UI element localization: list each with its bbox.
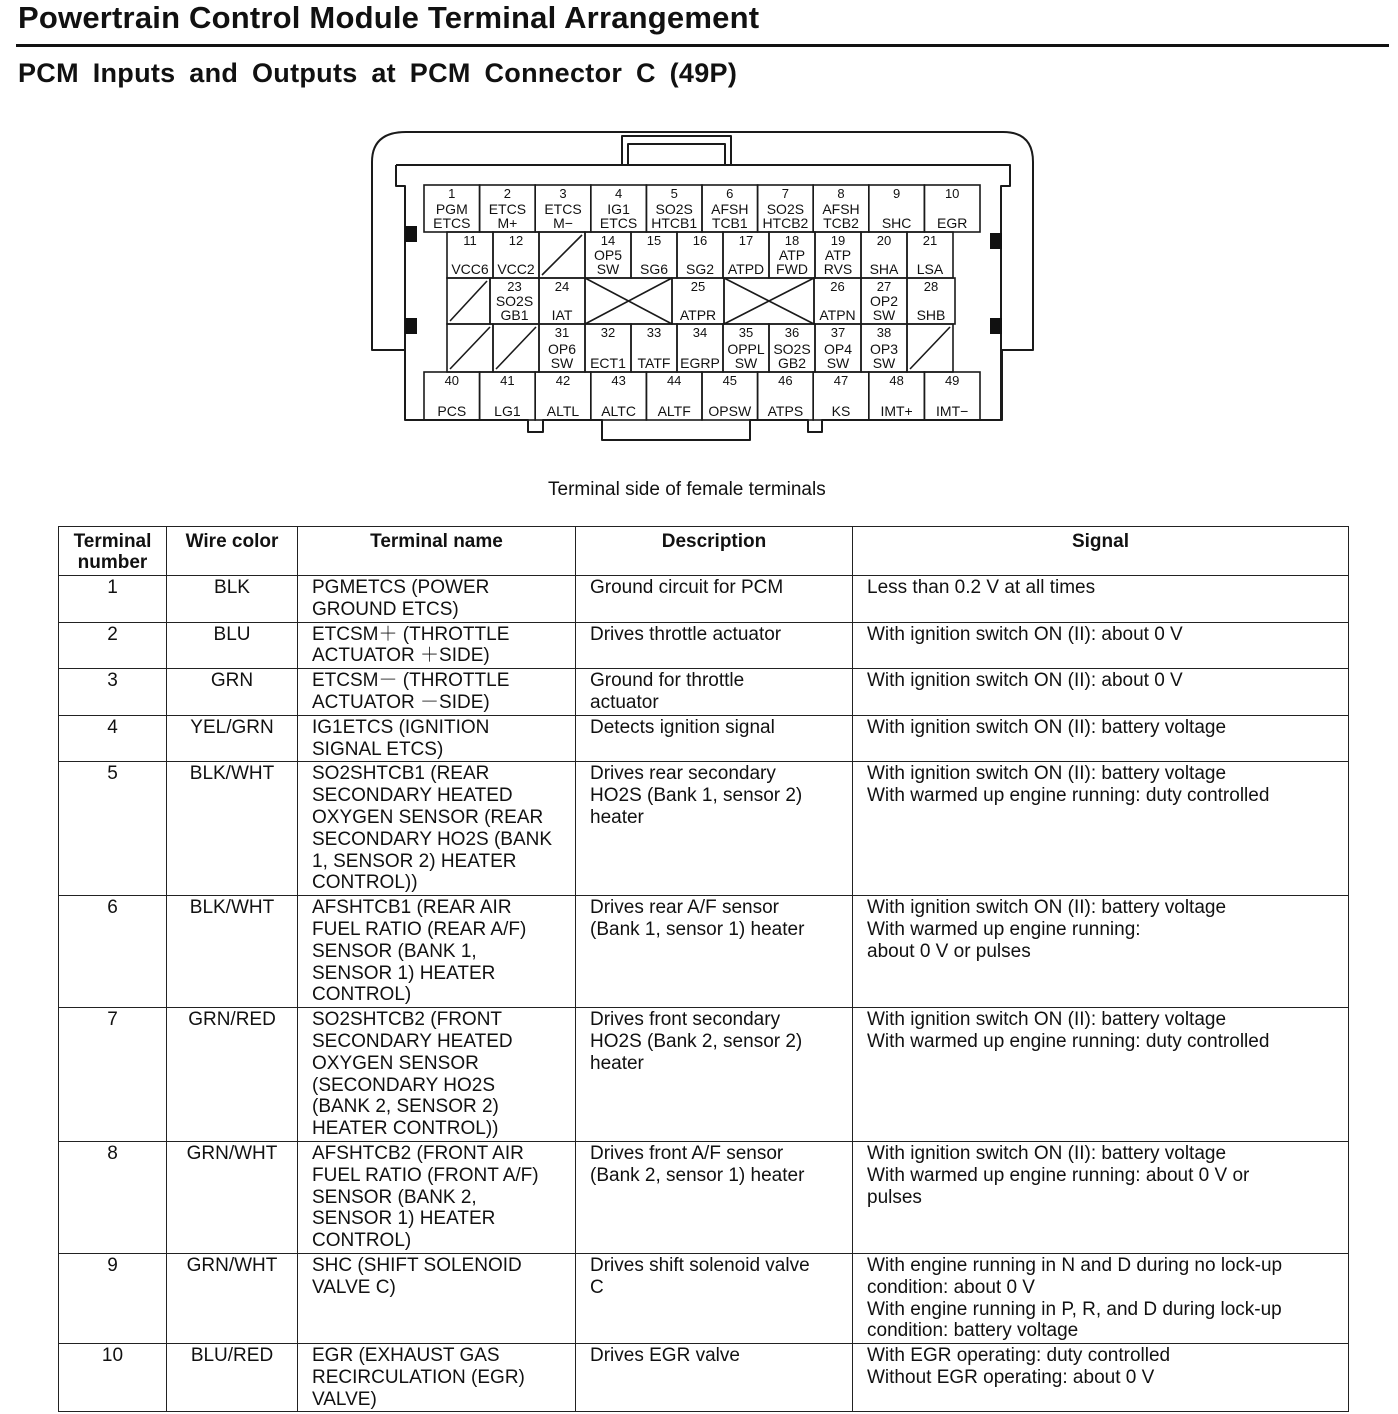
description-cell-line: heater — [590, 1052, 644, 1074]
terminal-number-cell: 3 — [59, 669, 167, 716]
description-cell-line: HO2S (Bank 1, sensor 2) — [590, 785, 803, 807]
terminal-name-label: SHC — [881, 215, 912, 231]
description-cell-line: C — [590, 1276, 604, 1298]
terminal-name-label: TCB2 — [823, 215, 859, 231]
terminal-name-label: GB2 — [777, 355, 807, 371]
wire-color-cell: BLU — [167, 622, 298, 669]
terminal-name-label: IG1 — [607, 201, 630, 217]
terminal-number-label: 14 — [600, 233, 616, 248]
terminal-name-label: SO2S — [766, 201, 805, 217]
terminal-name-label: OP2 — [869, 293, 899, 309]
description-cell-line: Drives shift solenoid valve — [590, 1254, 810, 1276]
header-wire-color: Wire color — [167, 527, 298, 576]
terminal-number-label: 46 — [778, 373, 793, 388]
header-signal: Signal — [853, 527, 1349, 576]
description-cell — [576, 1253, 853, 1343]
terminal-name-cell-line: ETCSM－ (THROTTLE — [312, 670, 510, 692]
keying-mark — [990, 318, 1002, 334]
terminal-name-label: OP4 — [823, 341, 853, 357]
description-cell-line: Drives front A/F sensor — [590, 1142, 784, 1164]
terminal-name-cell — [298, 715, 576, 762]
terminal-number-cell: 7 — [59, 1008, 167, 1142]
terminal-name-cell-line: SECONDARY HEATED — [312, 785, 513, 807]
terminal-number-label: 16 — [692, 233, 708, 248]
terminal-name-cell-line: CONTROL) — [312, 1230, 412, 1252]
description-cell-line: Drives front secondary — [590, 1009, 781, 1031]
terminal-name-label: AFSH — [822, 201, 860, 217]
terminal-name-label: VCC2 — [497, 261, 535, 277]
description-cell-line: HO2S (Bank 2, sensor 2) — [590, 1030, 803, 1052]
description-cell — [576, 896, 853, 1008]
signal-cell-line: With EGR operating: duty controlled — [867, 1345, 1171, 1367]
description-cell-line: heater — [590, 806, 644, 828]
terminal-name-cell-line: SHC (SHIFT SOLENOID — [312, 1254, 522, 1276]
description-cell — [576, 1141, 853, 1253]
terminal-number-label: 33 — [646, 325, 662, 340]
signal-cell — [853, 715, 1349, 762]
terminal-name-cell — [298, 1141, 576, 1253]
wire-color-cell: BLU/RED — [167, 1344, 298, 1412]
terminal-name-cell-line: SENSOR 1) HEATER — [312, 1208, 496, 1230]
signal-cell — [853, 576, 1349, 623]
terminal-name-label: SW — [596, 261, 620, 277]
terminal-name-cell-line: SO2SHTCB2 (FRONT — [312, 1009, 503, 1031]
terminal-name-label: ETCS — [599, 215, 638, 231]
signal-cell — [853, 622, 1349, 669]
signal-cell-line: Less than 0.2 V at all times — [867, 577, 1096, 598]
terminal-name-label: SW — [734, 355, 758, 371]
signal-cell-line: With ignition switch ON (II): battery voltage — [867, 897, 1227, 919]
terminal-name-label: ATP — [824, 247, 852, 263]
terminal-name-label: OPSW — [708, 403, 752, 419]
terminal-name-cell-line: RECIRCULATION (EGR) — [312, 1366, 525, 1388]
terminal-number-cell: 6 — [59, 896, 167, 1008]
terminal-number-label: 21 — [922, 233, 938, 248]
terminal-number-label: 43 — [611, 373, 626, 388]
signal-cell-line: Without EGR operating: about 0 V — [867, 1366, 1155, 1388]
terminal-number-label: 37 — [830, 325, 846, 340]
wire-color-cell: BLK — [167, 576, 298, 623]
terminal-number-label: 10 — [944, 186, 960, 201]
terminal-number-cell: 9 — [59, 1253, 167, 1343]
terminal-number-cell: 4 — [59, 715, 167, 762]
terminal-number-label: 17 — [738, 233, 754, 248]
wire-color-cell: YEL/GRN — [167, 715, 298, 762]
wire-color-cell: BLK/WHT — [167, 762, 298, 896]
terminal-number-label: 41 — [500, 373, 515, 388]
wire-color-cell: BLK/WHT — [167, 896, 298, 1008]
signal-cell-line: With engine running in N and D during no lock-up — [867, 1254, 1283, 1276]
table-row — [59, 1008, 1349, 1142]
description-cell — [576, 576, 853, 623]
table-row — [59, 622, 1349, 669]
terminal-name-cell-line: FUEL RATIO (REAR A/F) — [312, 918, 527, 940]
terminal-number-label: 1 — [448, 186, 456, 201]
description-cell — [576, 1344, 853, 1412]
signal-cell-line: With warmed up engine running: — [867, 918, 1141, 940]
terminal-number-cell: 5 — [59, 762, 167, 896]
terminal-number-label: 18 — [784, 233, 800, 248]
terminal-number-label: 15 — [646, 233, 662, 248]
signal-cell-line: pulses — [867, 1186, 922, 1208]
description-cell — [576, 622, 853, 669]
page-title: Powertrain Control Module Terminal Arrangement — [18, 0, 760, 35]
terminal-number-cell: 10 — [59, 1344, 167, 1412]
terminal-name-label: OP6 — [547, 341, 577, 357]
connector-diagram — [0, 0, 1398, 470]
terminal-name-cell-line: ETCSM＋ (THROTTLE — [312, 623, 510, 645]
header-terminal-number: Terminal number — [59, 527, 167, 576]
terminal-name-label: ATPN — [819, 307, 856, 323]
terminal-name-cell — [298, 1253, 576, 1343]
terminal-name-cell-line: 1, SENSOR 2) HEATER — [312, 850, 517, 872]
description-cell — [576, 669, 853, 716]
table-row — [59, 1141, 1349, 1253]
terminal-number-label: 31 — [554, 325, 570, 340]
terminal-name-label: ETCS — [488, 201, 527, 217]
terminal-number-label: 35 — [738, 325, 754, 340]
terminal-name-label: SW — [550, 355, 574, 371]
terminal-number-label: 27 — [876, 279, 892, 294]
signal-cell — [853, 762, 1349, 896]
terminal-name-cell-line: SECONDARY HO2S (BANK — [312, 828, 553, 850]
terminal-name-cell-line: ACTUATOR ＋SIDE) — [312, 645, 490, 667]
description-cell-line: Drives EGR valve — [590, 1345, 740, 1367]
terminal-name-label: ALTL — [546, 403, 580, 419]
table-header-row — [59, 527, 1349, 576]
terminal-name-label: OP5 — [593, 247, 623, 263]
signal-cell-line: With ignition switch ON (II): about 0 V — [867, 670, 1183, 692]
terminal-name-cell-line: VALVE) — [312, 1388, 377, 1410]
signal-cell-line: With warmed up engine running: about 0 V or — [867, 1164, 1250, 1186]
terminal-name-cell-line: (SECONDARY HO2S — [312, 1074, 496, 1096]
empty-cavity-slash — [542, 235, 582, 275]
table-row — [59, 715, 1349, 762]
terminal-name-label: LSA — [916, 261, 944, 277]
description-cell-line: Ground circuit for PCM — [590, 577, 784, 598]
signal-cell-line: With ignition switch ON (II): battery voltage — [867, 1142, 1227, 1164]
terminal-name-label: ATP — [778, 247, 806, 263]
terminal-number-label: 9 — [892, 186, 901, 201]
terminal-number-label: 23 — [507, 279, 522, 294]
description-cell-line: (Bank 2, sensor 1) heater — [590, 1164, 805, 1186]
terminal-name-label: ATPS — [767, 403, 804, 419]
terminal-name-cell — [298, 622, 576, 669]
description-cell-line: Drives throttle actuator — [590, 623, 782, 645]
signal-cell — [853, 1253, 1349, 1343]
keying-mark — [990, 233, 1002, 249]
terminal-name-cell-line: (BANK 2, SENSOR 2) — [312, 1096, 499, 1118]
terminal-number-label: 6 — [726, 186, 734, 201]
terminal-name-label: SW — [872, 307, 896, 323]
terminal-number-label: 26 — [830, 279, 845, 294]
terminal-name-cell — [298, 1344, 576, 1412]
terminal-number-label: 12 — [508, 233, 524, 248]
terminal-name-cell-line: SENSOR (BANK 1, — [312, 940, 477, 962]
signal-cell-line: about 0 V or pulses — [867, 940, 1031, 962]
signal-cell — [853, 669, 1349, 716]
section-title: PCM Inputs and Outputs at PCM Connector C (49P) — [18, 58, 738, 88]
terminal-name-label: ATPD — [727, 261, 765, 277]
empty-cavity-slash — [910, 327, 950, 369]
terminal-number-label: 42 — [555, 373, 571, 388]
terminal-name-label: ECT1 — [590, 355, 626, 371]
terminal-name-cell-line: AFSHTCB2 (FRONT AIR — [312, 1142, 524, 1164]
signal-cell — [853, 1141, 1349, 1253]
terminal-name-cell-line: VALVE C) — [312, 1276, 396, 1298]
terminal-name-label: M− — [553, 215, 573, 231]
terminal-number-label: 49 — [944, 373, 960, 388]
signal-cell-line: With warmed up engine running: duty controlled — [867, 1030, 1270, 1052]
description-cell — [576, 715, 853, 762]
terminal-name-label: EGRP — [680, 355, 720, 371]
header-terminal-name: Terminal name — [298, 527, 576, 576]
terminal-name-cell-line: OXYGEN SENSOR — [312, 1052, 479, 1074]
terminal-name-label: RVS — [823, 261, 853, 277]
empty-cavity-slash — [496, 327, 536, 369]
terminal-name-label: PCS — [437, 403, 467, 419]
description-cell-line: Detects ignition signal — [590, 716, 775, 738]
terminal-name-label: AFSH — [711, 201, 749, 217]
description-cell-line: Drives rear A/F sensor — [590, 897, 779, 919]
terminal-name-label: IMT+ — [880, 403, 913, 419]
description-cell-line: Drives rear secondary — [590, 763, 776, 785]
signal-cell-line: With ignition switch ON (II): battery voltage — [867, 716, 1227, 738]
signal-cell-line: condition: about 0 V — [867, 1276, 1035, 1298]
terminal-name-label: OPPL — [727, 341, 765, 357]
terminal-number-label: 19 — [830, 233, 846, 248]
terminal-name-label: GB1 — [500, 307, 529, 323]
table-row — [59, 896, 1349, 1008]
terminal-name-cell-line: IG1ETCS (IGNITION — [312, 716, 490, 738]
terminal-name-cell-line: CONTROL) — [312, 984, 412, 1006]
terminal-name-label: EGR — [937, 215, 968, 231]
terminal-number-label: 8 — [837, 186, 845, 201]
terminal-number-label: 32 — [600, 325, 616, 340]
terminal-name-label: OP3 — [869, 341, 899, 357]
description-cell — [576, 762, 853, 896]
table-row — [59, 1344, 1349, 1412]
signal-cell-line: With ignition switch ON (II): battery voltage — [867, 1009, 1227, 1031]
table-row — [59, 1253, 1349, 1343]
terminal-number-label: 25 — [690, 279, 706, 294]
terminal-number-label: 45 — [722, 373, 738, 388]
terminal-name-label: SO2S — [655, 201, 693, 217]
description-cell — [576, 1008, 853, 1142]
terminal-name-cell-line: SIGNAL ETCS) — [312, 738, 444, 760]
terminal-name-cell-line: SENSOR (BANK 2, — [312, 1186, 477, 1208]
terminal-name-label: IAT — [551, 307, 573, 323]
terminal-name-label: SO2S — [773, 341, 811, 357]
signal-cell — [853, 1008, 1349, 1142]
wire-color-cell: GRN — [167, 669, 298, 716]
terminal-name-cell-line: EGR (EXHAUST GAS — [312, 1345, 500, 1367]
terminal-number-label: 2 — [503, 186, 512, 201]
connector-latch-inner — [628, 144, 725, 165]
terminal-table — [58, 526, 1349, 1412]
signal-cell-line: condition: battery voltage — [867, 1320, 1079, 1342]
description-cell-line: actuator — [590, 691, 659, 713]
table-row — [59, 669, 1349, 716]
terminal-number-label: 20 — [876, 233, 892, 248]
terminal-name-label: ETCS — [544, 201, 582, 217]
terminal-number-cell: 2 — [59, 622, 167, 669]
terminal-name-cell-line: HEATER CONTROL)) — [312, 1118, 499, 1140]
terminal-name-cell — [298, 1008, 576, 1142]
header-description: Description — [576, 527, 853, 576]
terminal-name-cell-line: SENSOR 1) HEATER — [312, 962, 496, 984]
terminal-name-label: VCC6 — [451, 261, 489, 277]
terminal-name-label: PGM — [435, 201, 468, 217]
terminal-name-cell — [298, 576, 576, 623]
terminal-name-label: HTCB2 — [762, 215, 809, 231]
signal-cell-line: With engine running in P, R, and D during lock-up — [867, 1298, 1282, 1320]
empty-cavity-slash — [450, 327, 490, 369]
terminal-name-label: SG6 — [639, 261, 669, 277]
terminal-name-cell-line: SECONDARY HEATED — [312, 1030, 513, 1052]
signal-cell — [853, 896, 1349, 1008]
empty-cavity-slash — [450, 281, 487, 321]
connector-latch — [622, 136, 731, 165]
terminal-name-label: SHB — [916, 307, 946, 323]
description-cell-line: (Bank 1, sensor 1) heater — [590, 918, 805, 940]
terminal-number-label: 47 — [833, 373, 849, 388]
terminal-name-cell-line: FUEL RATIO (FRONT A/F) — [312, 1164, 539, 1186]
terminal-name-cell-line: SO2SHTCB1 (REAR — [312, 763, 490, 785]
terminal-name-cell-line: GROUND ETCS) — [312, 598, 459, 620]
keying-mark — [405, 318, 417, 334]
terminal-number-label: 7 — [781, 186, 790, 201]
terminal-name-label: TCB1 — [711, 215, 748, 231]
terminal-name-label: TATF — [637, 355, 671, 371]
terminal-number-label: 36 — [784, 325, 800, 340]
signal-cell-line: With ignition switch ON (II): battery voltage — [867, 763, 1227, 785]
terminal-name-cell-line: ACTUATOR －SIDE) — [312, 691, 490, 713]
terminal-number-label: 5 — [670, 186, 678, 201]
terminal-name-label: KS — [831, 403, 851, 419]
terminal-number-label: 48 — [889, 373, 904, 388]
description-cell-line: Ground for throttle — [590, 670, 745, 692]
terminal-name-cell-line: PGMETCS (POWER — [312, 577, 490, 598]
keying-mark — [405, 226, 417, 242]
terminal-number-label: 44 — [666, 373, 682, 388]
terminal-name-label: HTCB1 — [651, 215, 698, 231]
wire-color-cell: GRN/RED — [167, 1008, 298, 1142]
terminal-name-label: ALTF — [657, 403, 691, 419]
terminal-number-label: 4 — [614, 186, 623, 201]
terminal-name-label: SG2 — [685, 261, 715, 277]
terminal-number-label: 40 — [444, 373, 460, 388]
terminal-number-cell: 1 — [59, 576, 167, 623]
signal-cell — [853, 1344, 1349, 1412]
terminal-name-label: FWD — [776, 261, 808, 277]
signal-cell-line: With ignition switch ON (II): about 0 V — [867, 623, 1183, 645]
terminal-name-label: LG1 — [494, 403, 521, 419]
terminal-name-label: SW — [872, 355, 896, 371]
terminal-number-label: 28 — [923, 279, 939, 294]
terminal-number-label: 38 — [876, 325, 892, 340]
terminal-name-cell-line: AFSHTCB1 (REAR AIR — [312, 897, 512, 919]
diagram-caption: Terminal side of female terminals — [548, 479, 826, 500]
signal-cell-line: With warmed up engine running: duty controlled — [867, 785, 1270, 807]
terminal-number-label: 3 — [559, 186, 567, 201]
terminal-number-label: 24 — [554, 279, 570, 294]
terminal-name-label: SW — [826, 355, 850, 371]
terminal-name-label: ALTC — [601, 403, 636, 419]
terminal-name-label: M+ — [497, 215, 518, 231]
terminal-name-cell-line: CONTROL)) — [312, 872, 418, 894]
terminal-number-label: 11 — [463, 233, 477, 248]
terminal-name-label: IMT− — [936, 403, 969, 419]
terminal-name-cell — [298, 762, 576, 896]
terminal-name-cell — [298, 669, 576, 716]
terminal-name-label: ETCS — [433, 215, 471, 231]
terminal-number-label: 34 — [692, 325, 708, 340]
wire-color-cell: GRN/WHT — [167, 1253, 298, 1343]
table-row — [59, 576, 1349, 623]
terminal-name-cell — [298, 896, 576, 1008]
terminal-name-label: SHA — [869, 261, 899, 277]
table-row — [59, 762, 1349, 896]
terminal-name-label: ATPR — [679, 307, 717, 323]
wire-color-cell: GRN/WHT — [167, 1141, 298, 1253]
terminal-name-label: SO2S — [495, 293, 534, 309]
terminal-name-cell-line: OXYGEN SENSOR (REAR — [312, 806, 544, 828]
terminal-number-cell: 8 — [59, 1141, 167, 1253]
